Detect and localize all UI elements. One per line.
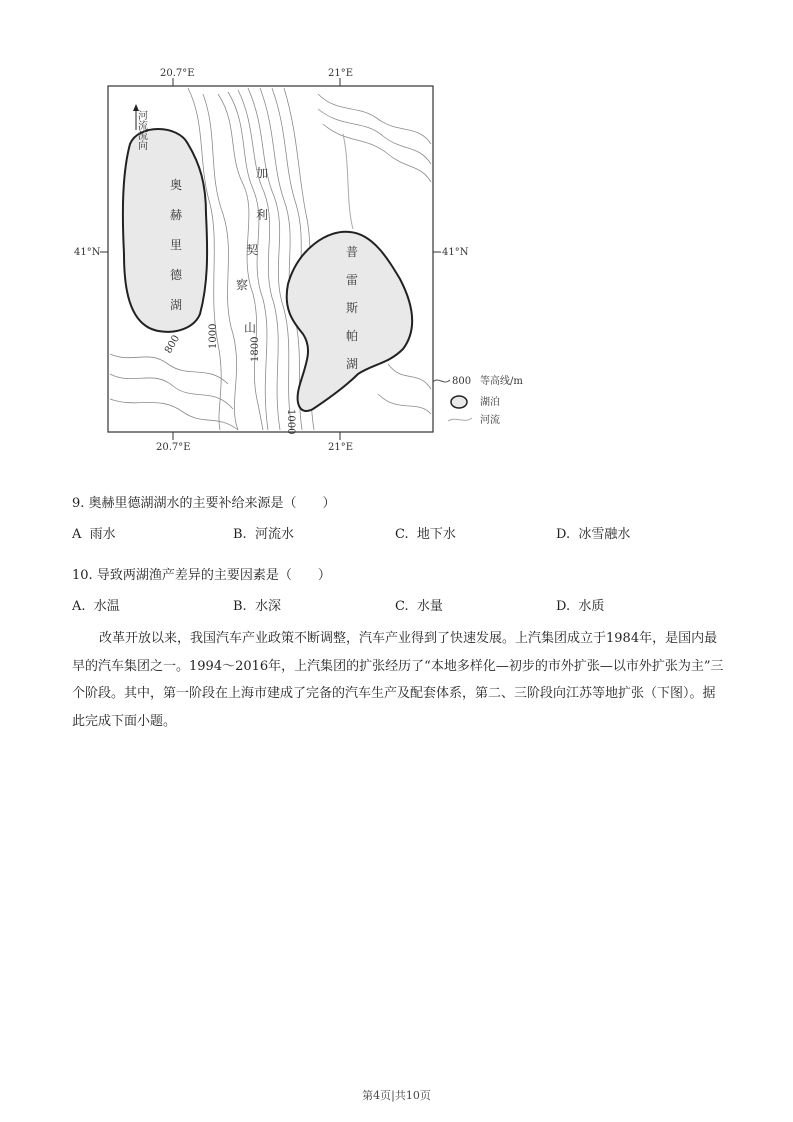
q9-option-a[interactable] [72, 527, 116, 543]
lon-bottom-right: 21°E [328, 442, 354, 453]
legend-lake-symbol [451, 396, 467, 408]
ohrid-lake [123, 129, 207, 332]
prespa-char-4: 帕 [346, 329, 359, 343]
q10-option-a-key: A. [72, 599, 86, 614]
mountain-char-3: 契 [246, 243, 259, 257]
reading-passage: 改革开放以来，我国汽车产业政策不断调整，汽车产业得到了快速发展。上汽集团成立于1984年，是国内最早的汽车集团之一。1994～2016年，上汽集团的扩张经历了“本地多样化—初步的市外扩张—以市外扩张为主”三个阶段。其中，第一阶段在上海市建成了完备的汽车生产及配套体系，第二、三阶段向江苏等地扩张（下图）。据此完成下面小题。 [72, 631, 724, 729]
question-9-number: 9. [72, 496, 85, 511]
legend-lake-label: 湖泊 [480, 397, 500, 408]
mountain-char-2: 利 [256, 208, 269, 222]
q10-option-a[interactable] [72, 599, 120, 615]
legend-contour-symbol [433, 380, 450, 382]
legend-river-symbol [448, 418, 472, 421]
legend-contour-label: 等高线/m [480, 376, 523, 387]
q10-option-c-text: 水量 [416, 599, 443, 614]
lat-left: 41°N [74, 247, 101, 258]
ohrid-char-5: 湖 [170, 298, 183, 312]
q10-option-b-key: B. [233, 599, 247, 614]
prespa-char-2: 雷 [346, 273, 359, 287]
mountain-char-5: 山 [244, 321, 257, 335]
lake-map-figure [74, 64, 523, 456]
lat-right: 41°N [442, 247, 469, 258]
q10-option-c[interactable] [395, 599, 443, 615]
q9-option-a-text: 雨水 [89, 527, 116, 542]
lon-top-left: 20.7°E [160, 68, 195, 79]
ohrid-char-4: 德 [170, 268, 183, 282]
page-footer: 第4页|共10页 [362, 1089, 431, 1102]
prespa-char-1: 普 [346, 245, 359, 259]
topographic-map [74, 64, 523, 456]
q10-option-a-text: 水温 [93, 599, 120, 614]
contour-label-1000-b: 1000 [285, 409, 296, 435]
question-9 [72, 496, 336, 512]
q10-option-c-key: C. [395, 599, 409, 614]
q9-option-b[interactable] [233, 527, 294, 543]
q9-option-c-key: C. [395, 527, 409, 542]
prespa-char-5: 湖 [346, 357, 359, 371]
legend-contour-value: 800 [452, 376, 472, 387]
q10-option-d[interactable] [556, 599, 604, 615]
map-legend [433, 374, 523, 426]
q10-option-d-text: 水质 [578, 599, 605, 614]
mountain-char-4: 察 [236, 278, 249, 292]
question-9-text: 奥赫里德湖湖水的主要补给来源是（ ） [88, 496, 336, 511]
q9-option-d[interactable] [556, 527, 630, 543]
q9-option-c-text: 地下水 [416, 527, 456, 542]
question-10-number: 10. [72, 568, 93, 583]
mountain-char-1: 加 [256, 166, 269, 180]
q10-option-b-text: 水深 [254, 599, 281, 614]
prespa-char-3: 斯 [346, 301, 359, 315]
q9-option-a-key: A [72, 527, 82, 542]
q9-option-b-text: 河流水 [254, 527, 294, 542]
contour-label-800: 800 [163, 333, 183, 356]
legend-river-label: 河流 [480, 415, 500, 426]
question-10 [72, 568, 331, 584]
contour-label-1000-a: 1000 [208, 323, 219, 349]
question-10-text: 导致两湖渔产差异的主要因素是（ ） [96, 568, 331, 583]
ohrid-char-2: 赫 [170, 208, 183, 222]
q9-option-d-text: 冰雪融水 [578, 527, 631, 542]
q10-option-b[interactable] [233, 599, 281, 615]
q9-option-b-key: B. [233, 527, 247, 542]
lon-top-right: 21°E [328, 68, 354, 79]
lon-bottom-left: 20.7°E [156, 442, 191, 453]
q10-option-d-key: D. [556, 599, 571, 614]
ohrid-char-1: 奥 [170, 178, 183, 192]
q9-option-c[interactable] [395, 527, 456, 543]
flow-label: 河流流向 [135, 110, 147, 150]
contour-label-1800: 1800 [250, 336, 261, 362]
ohrid-char-3: 里 [170, 238, 183, 252]
q9-option-d-key: D. [556, 527, 571, 542]
